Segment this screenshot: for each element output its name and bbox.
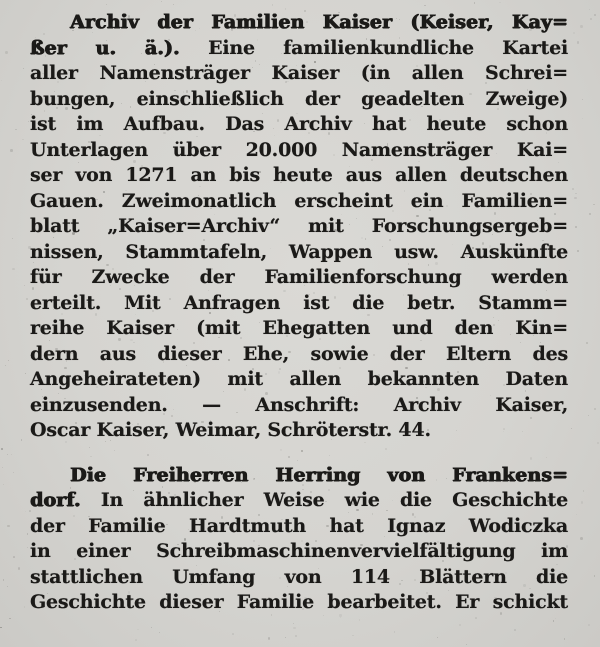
noise-speck — [577, 41, 579, 43]
noise-speck — [589, 213, 591, 215]
text-line — [30, 87, 568, 113]
noise-speck — [24, 285, 25, 286]
noise-speck — [12, 238, 13, 239]
noise-speck — [25, 511, 26, 512]
noise-speck — [0, 627, 2, 629]
noise-speck — [27, 533, 29, 535]
noise-speck — [580, 537, 582, 540]
body-text: blatt „Kaiser=Archiv“ mit Forschungsergeb= — [30, 215, 568, 237]
noise-speck — [569, 270, 570, 271]
noise-speck — [161, 1, 162, 2]
noise-speck — [359, 619, 361, 621]
noise-speck — [580, 25, 582, 28]
noise-speck — [3, 484, 4, 485]
noise-speck — [272, 4, 274, 6]
lead-in-text: ßer u. ä.). — [30, 36, 180, 59]
text-line — [30, 265, 568, 291]
noise-speck — [574, 197, 576, 199]
noise-speck — [589, 9, 590, 10]
body-text: Angeheirateten) mit allen bekannten Daten — [30, 368, 568, 390]
noise-speck — [232, 633, 233, 635]
noise-speck — [571, 428, 572, 429]
noise-speck — [575, 193, 577, 195]
noise-speck — [295, 635, 297, 637]
noise-speck — [18, 567, 20, 570]
noise-speck — [582, 99, 583, 100]
body-text: Geschichte dieser Familie bearbeitet. Er schickt — [30, 591, 568, 613]
noise-speck — [1, 80, 2, 81]
noise-speck — [159, 632, 160, 633]
noise-speck — [437, 637, 438, 638]
noise-speck — [594, 575, 595, 577]
text-line — [30, 138, 568, 164]
body-text: Gauen. Zweimonatlich erscheint ein Familien= — [30, 189, 568, 212]
noise-speck — [340, 617, 341, 618]
newspaper-column — [30, 10, 568, 616]
body-text: erteilt. Mit Anfragen ist die betr. Stamm= — [30, 291, 568, 314]
noise-speck — [594, 408, 596, 409]
noise-speck — [1, 448, 3, 450]
paragraph-archiv-der-familien-kaiser — [30, 10, 568, 444]
body-text: reihe Kaiser (mit Ehegatten und den Kin= — [30, 317, 568, 339]
noise-speck — [588, 415, 589, 416]
body-text: Unterlagen über 20.000 Namensträger Kai= — [30, 138, 568, 161]
noise-speck — [459, 624, 461, 625]
text-line — [30, 565, 568, 591]
text-line — [30, 240, 568, 266]
text-line — [30, 342, 568, 368]
noise-speck — [293, 627, 295, 630]
body-text: ist im Aufbau. Das Archiv hat heute schon — [30, 113, 568, 135]
text-line — [30, 590, 568, 616]
body-text: In ähnlicher Weise wie die Geschichte — [100, 489, 568, 511]
noise-speck — [466, 644, 467, 645]
text-line — [30, 539, 568, 565]
text-line — [30, 463, 568, 489]
noise-speck — [583, 490, 584, 491]
noise-speck — [5, 51, 7, 54]
lead-in-text: Archiv der Familien Kaiser (Keiser, Kay= — [70, 11, 568, 33]
noise-speck — [564, 638, 566, 640]
text-line — [30, 61, 568, 87]
text-line — [30, 316, 568, 342]
noise-speck — [21, 439, 22, 441]
body-text: dern aus dieser Ehe, sowie der Eltern des — [30, 342, 568, 365]
body-text: stattlichen Umfang von 114 Blättern die — [30, 565, 568, 588]
body-text: einzusenden. — Anschrift: Archiv Kaiser, — [30, 393, 568, 416]
text-line — [30, 214, 568, 240]
noise-speck — [11, 454, 12, 455]
paragraph-freiherren-herring-von-frankensdorf — [30, 463, 568, 616]
text-line — [30, 393, 568, 419]
noise-speck — [576, 514, 578, 516]
text-line — [30, 418, 568, 444]
noise-speck — [23, 68, 24, 69]
noise-speck — [582, 118, 583, 119]
noise-speck — [553, 620, 555, 622]
noise-speck — [577, 250, 579, 252]
noise-speck — [13, 556, 15, 558]
noise-speck — [555, 618, 556, 619]
noise-speck — [8, 360, 9, 361]
noise-speck — [593, 204, 595, 206]
noise-speck — [594, 14, 596, 16]
noise-speck — [5, 365, 6, 366]
noise-speck — [106, 4, 107, 5]
lead-in-text: dorf. — [30, 489, 81, 511]
noise-speck — [424, 5, 426, 6]
noise-speck — [135, 639, 137, 641]
noise-speck — [352, 635, 354, 636]
noise-speck — [22, 139, 24, 140]
noise-speck — [137, 629, 139, 630]
text-line — [30, 488, 568, 514]
body-text: für Zwecke der Familienforschung werden — [30, 266, 568, 288]
noise-speck — [151, 627, 152, 628]
body-text: Oscar Kaiser, Weimar, Schröterstr. 44. — [30, 419, 431, 441]
text-line — [30, 10, 568, 36]
body-text: aller Namensträger Kaiser (in allen Schrei= — [30, 62, 568, 84]
noise-speck — [28, 121, 29, 122]
noise-speck — [285, 637, 286, 638]
noise-speck — [12, 268, 14, 270]
text-line — [30, 112, 568, 138]
text-line — [30, 189, 568, 215]
body-text: ser von 1271 an bis heute aus allen deutschen — [30, 164, 568, 186]
noise-speck — [7, 586, 8, 587]
noise-speck — [2, 467, 3, 468]
body-text: der Familie Hardtmuth hat Ignaz Wodiczka — [30, 514, 568, 537]
noise-speck — [293, 623, 294, 624]
noise-speck — [514, 629, 516, 631]
noise-speck — [25, 373, 26, 374]
noise-speck — [575, 226, 577, 228]
text-line — [30, 514, 568, 540]
noise-speck — [268, 637, 270, 639]
noise-speck — [499, 2, 500, 3]
text-line — [30, 367, 568, 393]
text-line — [30, 36, 568, 62]
noise-speck — [475, 617, 477, 619]
noise-speck — [597, 442, 599, 444]
noise-speck — [586, 342, 587, 343]
noise-speck — [7, 454, 9, 455]
noise-speck — [24, 606, 26, 608]
noise-speck — [27, 547, 28, 548]
body-text: bungen, einschließlich der geadelten Zweige) — [30, 87, 568, 110]
body-text: Eine familienkundliche Kartei — [208, 36, 569, 59]
text-line — [30, 163, 568, 189]
noise-speck — [15, 129, 17, 131]
noise-speck — [7, 525, 9, 528]
noise-speck — [581, 501, 583, 504]
noise-speck — [588, 624, 590, 627]
noise-speck — [474, 2, 475, 3]
noise-speck — [573, 32, 575, 34]
noise-speck — [26, 298, 28, 300]
lead-in-text: Die Freiherren Herring von Frankens= — [70, 463, 568, 486]
noise-speck — [13, 472, 14, 473]
noise-speck — [10, 149, 12, 152]
body-text: nissen, Stammtafeln, Wappen usw. Auskünfte — [30, 240, 568, 263]
noise-speck — [572, 188, 574, 190]
noise-speck — [394, 631, 396, 633]
noise-speck — [3, 579, 4, 580]
text-line — [30, 291, 568, 317]
noise-speck — [173, 4, 174, 5]
noise-speck — [9, 618, 11, 620]
noise-speck — [590, 18, 592, 20]
body-text: in einer Schreibmaschinenvervielfältigung im — [30, 540, 568, 562]
